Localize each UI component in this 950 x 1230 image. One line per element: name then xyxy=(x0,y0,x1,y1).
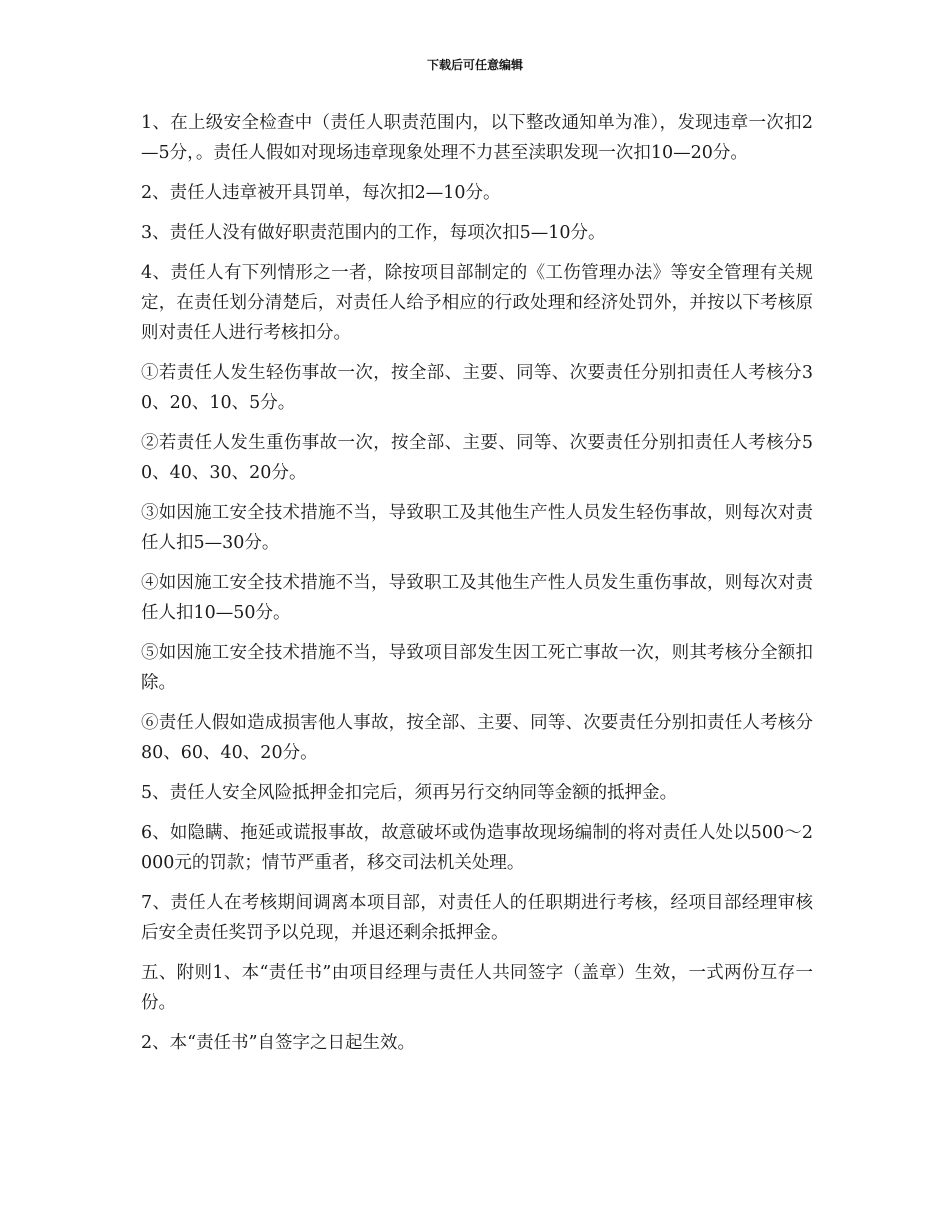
page-header: 下载后可任意编辑 xyxy=(426,58,523,72)
paragraph-4-item-2: ②若责任人发生重伤事故一次，按全部、主要、同等、次要责任分别扣责任人考核分50、40、30、20分。 xyxy=(141,433,813,483)
paragraph-7: 7、责任人在考核期间调离本项目部，对责任人的任职期进行考核，经项目部经理审核后安全责任奖罚予以兑现，并退还剩余抵押金。 xyxy=(141,893,813,943)
paragraph-3: 3、责任人没有做好职责范围内的工作，每项次扣5—10分。 xyxy=(141,223,606,243)
paragraph-5: 5、责任人安全风险抵押金扣完后，须再另行交纳同等金额的抵押金。 xyxy=(141,783,678,803)
document-body xyxy=(141,108,813,1068)
paragraph-4-item-6: ⑥责任人假如造成损害他人事故，按全部、主要、同等、次要责任分别扣责任人考核分80、60、40、20分。 xyxy=(141,713,813,763)
paragraph-6: 6、如隐瞒、拖延或谎报事故，故意破坏或伪造事故现场编制的将对责任人处以500～2000元的罚款；情节严重者，移交司法机关处理。 xyxy=(141,823,813,873)
appendix-item-2: 2、本“责任书”自签字之日起生效。 xyxy=(141,1033,416,1053)
paragraph-4-item-4: ④如因施工安全技术措施不当，导致职工及其他生产性人员发生重伤事故，则每次对责任人扣10—50分。 xyxy=(141,573,813,623)
paragraph-4-item-1: ①若责任人发生轻伤事故一次，按全部、主要、同等、次要责任分别扣责任人考核分30、20、10、5分。 xyxy=(141,363,813,413)
paragraph-4-item-5: ⑤如因施工安全技术措施不当，导致项目部发生因工死亡事故一次，则其考核分全额扣除。 xyxy=(141,643,813,693)
paragraph-1: 1、在上级安全检查中（责任人职责范围内，以下整改通知单为准），发现违章一次扣2—5分，。责任人假如对现场违章现象处理不力甚至渎职发现一次扣10—20分。 xyxy=(141,113,813,163)
paragraph-2: 2、责任人违章被开具罚单，每次扣2—10分。 xyxy=(141,183,501,203)
paragraph-4: 4、责任人有下列情形之一者，除按项目部制定的《工伤管理办法》等安全管理有关规定，在责任划分清楚后，对责任人给予相应的行政处理和经济处罚外，并按以下考核原则对责任人进行考核扣分。 xyxy=(141,263,813,343)
section-five-appendix: 五、附则1、本“责任书”由项目经理与责任人共同签字（盖章）生效，一式两份互存一份。 xyxy=(141,963,813,1013)
paragraph-4-item-3: ③如因施工安全技术措施不当，导致职工及其他生产性人员发生轻伤事故，则每次对责任人扣5—30分。 xyxy=(141,503,813,553)
